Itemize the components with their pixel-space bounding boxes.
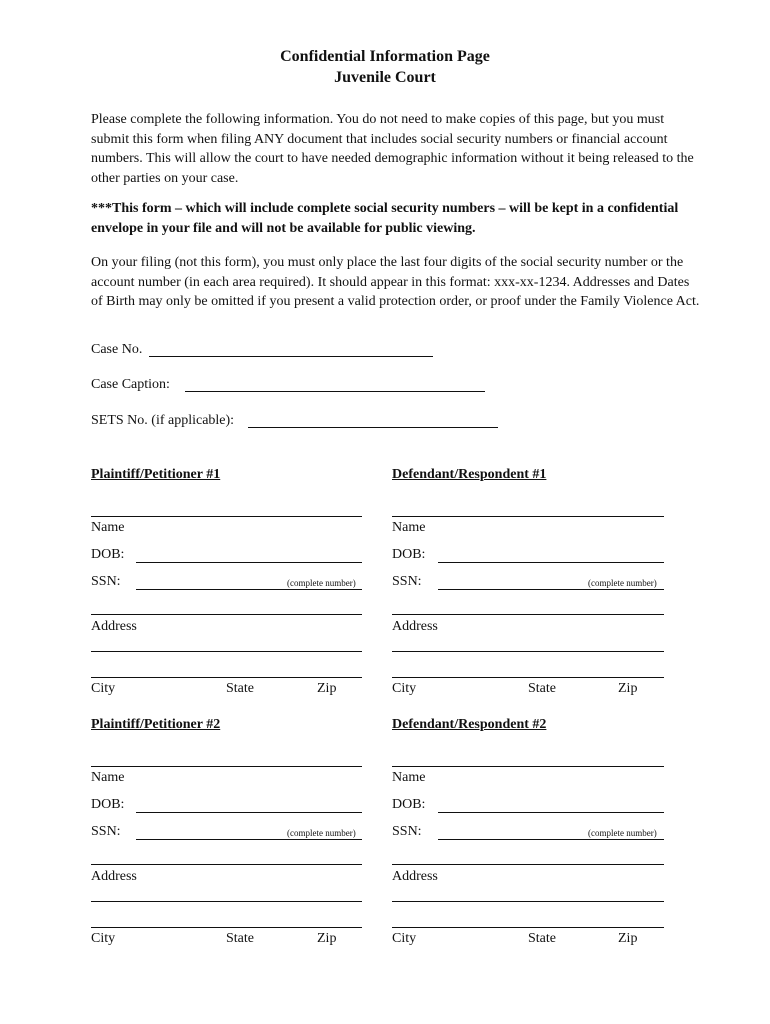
- sets-no-label: SETS No. (if applicable):: [91, 413, 235, 428]
- city-label: City: [91, 681, 116, 696]
- zip-label: Zip: [317, 931, 337, 946]
- name-field[interactable]: [91, 766, 362, 767]
- dob-label: DOB:: [91, 797, 125, 812]
- city-label: City: [392, 681, 417, 696]
- zip-label: Zip: [317, 681, 337, 696]
- dob-label: DOB:: [392, 547, 426, 562]
- address-line-2[interactable]: [392, 901, 664, 902]
- address-line-2[interactable]: [91, 651, 362, 652]
- page-title: Confidential Information Page: [280, 48, 490, 65]
- dob-field[interactable]: [438, 812, 664, 813]
- dob-label: DOB:: [392, 797, 426, 812]
- ssn-label: SSN:: [91, 824, 121, 839]
- state-label: State: [226, 931, 254, 946]
- city-label: City: [91, 931, 116, 946]
- state-label: State: [528, 931, 556, 946]
- address-line-2[interactable]: [91, 901, 362, 902]
- name-label: Name: [91, 770, 125, 785]
- address-line-3[interactable]: [91, 677, 362, 678]
- case-no-field[interactable]: [149, 356, 433, 357]
- dob-label: DOB:: [91, 547, 125, 562]
- address-label: Address: [392, 619, 438, 634]
- name-label: Name: [392, 770, 426, 785]
- address-line-1[interactable]: [91, 614, 362, 615]
- zip-label: Zip: [618, 931, 638, 946]
- party-heading: Defendant/Respondent #2: [392, 717, 547, 732]
- address-label: Address: [392, 869, 438, 884]
- name-field[interactable]: [392, 516, 664, 517]
- name-label: Name: [91, 520, 125, 535]
- complete-number-hint: (complete number): [588, 578, 657, 588]
- name-label: Name: [392, 520, 426, 535]
- address-line-1[interactable]: [392, 614, 664, 615]
- ssn-field[interactable]: [136, 839, 362, 840]
- address-label: Address: [91, 619, 137, 634]
- page-subtitle: Juvenile Court: [334, 69, 436, 86]
- name-field[interactable]: [392, 766, 664, 767]
- party-heading: Defendant/Respondent #1: [392, 467, 547, 482]
- city-label: City: [392, 931, 417, 946]
- zip-label: Zip: [618, 681, 638, 696]
- case-caption-field[interactable]: [185, 391, 485, 392]
- ssn-field[interactable]: [136, 589, 362, 590]
- intro-paragraph: Please complete the following information. You do not need to make copies of this page, but you must submit this form when filing ANY document that includes social security numbers or financial account numbers. This will allow the court to have needed demographic information without it being released to the other parties on your case.: [91, 112, 694, 186]
- address-line-2[interactable]: [392, 651, 664, 652]
- party-heading: Plaintiff/Petitioner #1: [91, 467, 221, 482]
- state-label: State: [226, 681, 254, 696]
- address-line-3[interactable]: [392, 927, 664, 928]
- ssn-field[interactable]: [438, 589, 664, 590]
- case-no-label: Case No.: [91, 342, 143, 357]
- address-line-3[interactable]: [392, 677, 664, 678]
- address-line-1[interactable]: [91, 864, 362, 865]
- ssn-label: SSN:: [91, 574, 121, 589]
- confidential-notice: ***This form – which will include complete social security numbers – will be kept in a confidential envelope in your file and will not be available for public viewing.: [91, 201, 679, 236]
- complete-number-hint: (complete number): [287, 828, 356, 838]
- complete-number-hint: (complete number): [287, 578, 356, 588]
- dob-field[interactable]: [136, 562, 362, 563]
- address-line-1[interactable]: [392, 864, 664, 865]
- ssn-field[interactable]: [438, 839, 664, 840]
- address-line-3[interactable]: [91, 927, 362, 928]
- complete-number-hint: (complete number): [588, 828, 657, 838]
- party-heading: Plaintiff/Petitioner #2: [91, 717, 221, 732]
- state-label: State: [528, 681, 556, 696]
- sets-no-field[interactable]: [248, 427, 498, 428]
- ssn-label: SSN:: [392, 574, 422, 589]
- case-caption-label: Case Caption:: [91, 377, 170, 392]
- name-field[interactable]: [91, 516, 362, 517]
- address-label: Address: [91, 869, 137, 884]
- format-instructions: On your filing (not this form), you must only place the last four digits of the social security number or the account number (in each area required). It should appear in this format: xxx-xx-1234. Addresses and Dates of Birth may only be omitted if you present a valid protection order, or proof under the Family Violence Act.: [91, 255, 700, 309]
- ssn-label: SSN:: [392, 824, 422, 839]
- dob-field[interactable]: [438, 562, 664, 563]
- dob-field[interactable]: [136, 812, 362, 813]
